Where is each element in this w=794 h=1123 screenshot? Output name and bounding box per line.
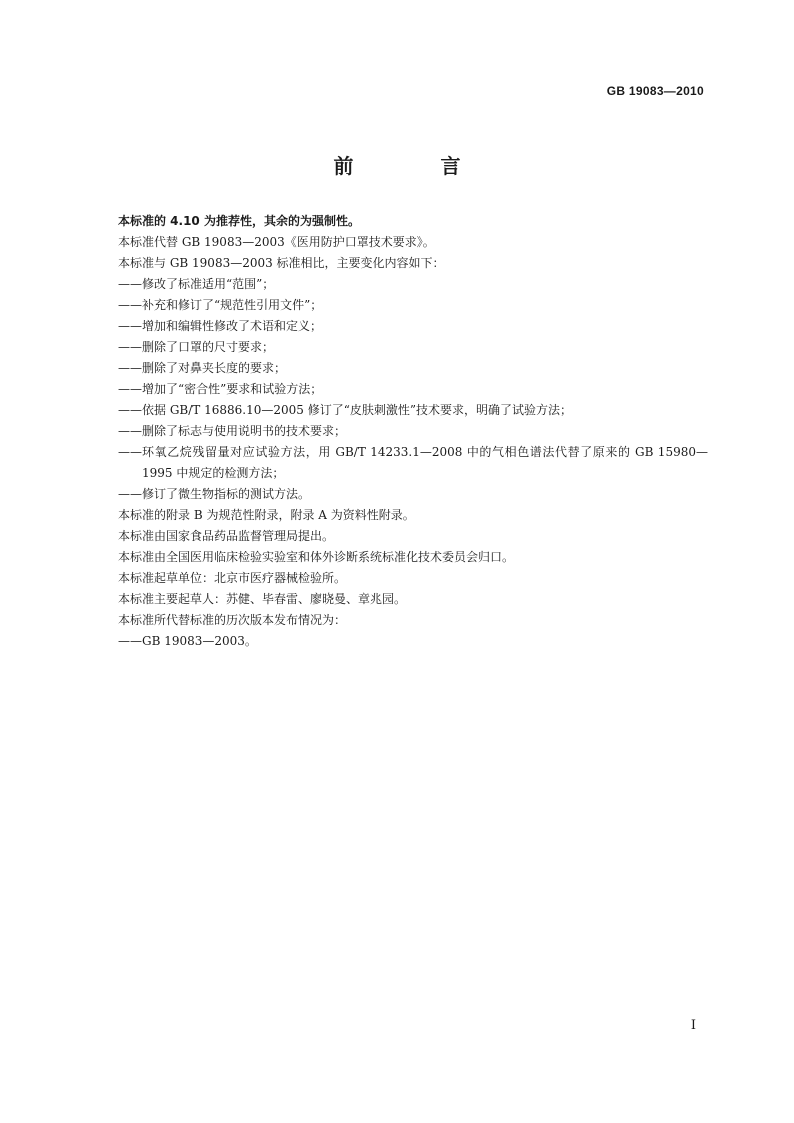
- dash-marker: ——: [118, 487, 142, 501]
- dash-marker: ——: [118, 634, 142, 648]
- list-item: [118, 442, 708, 484]
- standard-number: GB 19083—2010: [606, 84, 704, 98]
- list-item-text: 删除了标志与使用说明书的技术要求；: [142, 424, 347, 438]
- list-item-text: 环氧乙烷残留量对应试验方法，用 GB/T 14233.1—2008 中的气相色谱法代替了原来的 GB 15980—1995 中规定的检测方法；: [142, 445, 708, 480]
- dash-marker: ——: [118, 361, 142, 375]
- paragraph-history-intro: 本标准所代替标准的历次版本发布情况为：: [118, 613, 347, 627]
- dash-marker: ——: [118, 382, 142, 396]
- history-list: [118, 631, 708, 652]
- list-item-text: 修改了标准适用“范围”；: [142, 277, 275, 291]
- paragraph-drafting-unit: 本标准起草单位：北京市医疗器械检验所。: [118, 571, 347, 585]
- list-item-text: 增加和编辑性修改了术语和定义；: [142, 319, 323, 333]
- paragraph-drafters: 本标准主要起草人：苏健、毕春雷、廖晓曼、章兆园。: [118, 592, 407, 606]
- list-item-text: 增加了“密合性”要求和试验方法；: [142, 382, 323, 396]
- dash-marker: ——: [118, 298, 142, 312]
- list-item: [118, 484, 708, 505]
- list-item: [118, 358, 708, 379]
- list-item: [118, 421, 708, 442]
- list-item: [118, 295, 708, 316]
- paragraph-recommended-clause: 本标准的 4.10 为推荐性，其余的为强制性。: [118, 214, 360, 228]
- list-item-text: 补充和修订了“规范性引用文件”；: [142, 298, 323, 312]
- paragraph-proposed-by: 本标准由国家食品药品监督管理局提出。: [118, 529, 335, 543]
- dash-marker: ——: [118, 445, 142, 459]
- page-number: I: [690, 1018, 696, 1033]
- paragraph-changes-intro: 本标准与 GB 19083—2003 标准相比，主要变化内容如下：: [118, 256, 445, 270]
- dash-marker: ——: [118, 424, 142, 438]
- list-item-text: 依据 GB/T 16886.10—2005 修订了“皮肤刺激性”技术要求，明确了试验方法；: [142, 403, 572, 417]
- dash-marker: ——: [118, 340, 142, 354]
- paragraph-centralized-by: 本标准由全国医用临床检验实验室和体外诊断系统标准化技术委员会归口。: [118, 550, 515, 564]
- dash-marker: ——: [118, 403, 142, 417]
- dash-marker: ——: [118, 319, 142, 333]
- paragraph-replaces: 本标准代替 GB 19083—2003《医用防护口罩技术要求》。: [118, 235, 435, 249]
- dash-marker: ——: [118, 277, 142, 291]
- list-item: [118, 379, 708, 400]
- list-item: [118, 400, 708, 421]
- list-item: [118, 316, 708, 337]
- list-item: [118, 337, 708, 358]
- paragraph-annexes: 本标准的附录 B 为规范性附录，附录 A 为资料性附录。: [118, 508, 415, 522]
- list-item-text: 删除了对鼻夹长度的要求；: [142, 361, 287, 375]
- list-item: [118, 631, 708, 652]
- foreword-body: [118, 211, 708, 652]
- list-item-text: 删除了口罩的尺寸要求；: [142, 340, 275, 354]
- changes-list: [118, 274, 708, 505]
- list-item: [118, 274, 708, 295]
- list-item-text: 修订了微生物指标的测试方法。: [142, 487, 311, 501]
- list-item-text: GB 19083—2003。: [142, 634, 257, 648]
- page-title: 前 言: [333, 154, 501, 178]
